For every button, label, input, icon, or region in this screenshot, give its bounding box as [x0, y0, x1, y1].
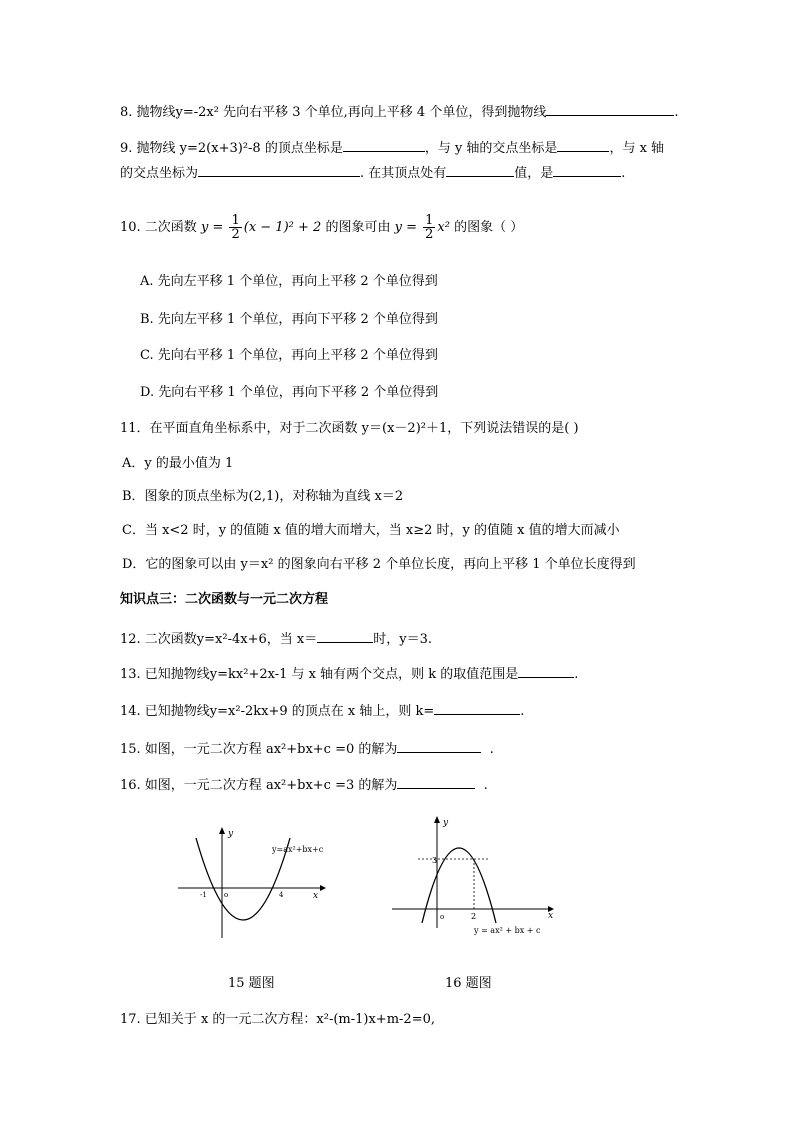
q11-option-c[interactable]: C．当 x<2 时，y 的值随 x 值的增大而增大，当 x≥2 时，y 的值随 x 值的增大而减小: [122, 523, 620, 538]
q14-answer-blank[interactable]: [434, 700, 520, 715]
q16-answer-blank[interactable]: [397, 774, 475, 789]
q12-answer-blank[interactable]: [317, 628, 373, 643]
q10-option-a[interactable]: A. 先向左平移 1 个单位，再向上平移 2 个单位得到: [140, 274, 438, 289]
q12-text-a: 12. 二次函数y=x²-4x+6，当 x＝: [120, 632, 318, 647]
q9-vertex-blank[interactable]: [343, 137, 425, 152]
q9-y-intercept-blank[interactable]: [557, 137, 609, 152]
q11-option-b[interactable]: B．图象的顶点坐标为(2,1)，对称轴为直线 x＝2: [122, 489, 404, 504]
q11-option-a[interactable]: A．y 的最小值为 1: [122, 456, 234, 471]
fig16-x-label: x: [548, 911, 554, 921]
figure-15: [170, 822, 340, 947]
q15-text-b: .: [489, 742, 494, 757]
question-15: [120, 738, 494, 759]
q16-text-b: .: [483, 778, 488, 793]
q11-option-d[interactable]: D．它的图象可以由 y＝x² 的图象向右平移 2 个单位长度，再向上平移 1 个单位长度得到: [122, 557, 636, 572]
q10-mid: 的图象可由: [325, 220, 391, 235]
section-heading: 知识点三：二次函数与一元二次方程: [120, 592, 329, 607]
q13-answer-blank[interactable]: [518, 663, 574, 678]
q10-option-d[interactable]: D. 先向右平移 1 个单位，再向下平移 2 个单位得到: [140, 385, 439, 400]
question-17: 17. 已知关于 x 的一元二次方程：x²-(m-1)x+m-2=0,: [120, 1012, 435, 1027]
fig16-label-2: 2: [471, 912, 477, 921]
q10-fraction-2: $\frac{1}{2}$: [425, 213, 434, 242]
question-13: [120, 663, 578, 684]
fig15-root-minus1: -1: [200, 891, 207, 899]
q8-text: 8. 抛物线y=-2x² 先向右平移 3 个单位,再向上平移 4 个单位，得到抛物线: [120, 105, 547, 120]
q10-prefix: 10. 二次函数: [120, 220, 197, 235]
question-8: [120, 101, 678, 122]
q14-text-a: 14. 已知抛物线y=x²-2kx+9 的顶点在 x 轴上，则 k=: [120, 704, 435, 719]
q13-text-b: .: [574, 667, 579, 682]
q9-x-intercept-blank[interactable]: [198, 162, 360, 177]
fig16-origin-label: o: [440, 913, 445, 921]
q10-y1: y =: [200, 220, 224, 235]
q9-text-f: 值，是: [514, 166, 554, 181]
q8-answer-blank[interactable]: [546, 101, 674, 116]
q10-y2: y =: [394, 220, 417, 235]
q10-expr2: x²: [437, 220, 450, 235]
q16-text-a: 16. 如图，一元二次方程 ax²+bx+c =3 的解为: [120, 778, 398, 793]
question-10: [120, 213, 523, 243]
question-9-line2: [120, 162, 625, 183]
q9-extreme-type-blank[interactable]: [446, 162, 514, 177]
question-16: [120, 774, 488, 795]
fig15-caption: 15 题图: [228, 976, 275, 991]
question-14: [120, 700, 524, 721]
q10-fraction-1: $\frac{1}{2}$: [231, 213, 240, 242]
q9-text-a: 9. 抛物线 y=2(x+3)²-8 的顶点坐标是: [120, 141, 343, 156]
q9-extreme-value-blank[interactable]: [553, 162, 621, 177]
q9-text-b: ，与 y 轴的交点坐标是: [424, 141, 558, 156]
fig16-y-label: y: [443, 818, 449, 828]
q10-suffix: 的图象（ ）: [454, 220, 524, 235]
fig16-caption: 16 题图: [445, 976, 492, 991]
fig15-y-label: y: [228, 829, 234, 839]
fig15-y-arrow: [219, 827, 225, 834]
fig16-label-3: 3: [432, 856, 438, 865]
q10-option-c[interactable]: C. 先向右平移 1 个单位，再向上平移 2 个单位得到: [140, 348, 438, 363]
fig15-x-arrow: [320, 885, 326, 891]
q13-text-a: 13. 已知抛物线y=kx²+2x-1 与 x 轴有两个交点，则 k 的取值范围是: [120, 667, 519, 682]
fig15-root-4: 4: [279, 891, 284, 899]
q10-option-b[interactable]: B. 先向左平移 1 个单位，再向下平移 2 个单位得到: [140, 312, 438, 327]
q9-text-d: 的交点坐标为: [120, 166, 199, 181]
q8-end: .: [674, 105, 679, 120]
q15-text-a: 15. 如图，一元二次方程 ax²+bx+c =0 的解为: [120, 742, 398, 757]
question-11-stem: 11．在平面直角坐标系中，对于二次函数 y＝(x－2)²＋1，下列说法错误的是( ): [120, 421, 579, 436]
question-12: [120, 628, 432, 649]
question-9-line1: [120, 137, 664, 158]
fig15-equation: y=ax²+bx+c: [272, 845, 324, 854]
q12-text-b: 时，y＝3.: [373, 632, 432, 647]
figure-16: [388, 813, 568, 948]
fig15-origin-label: o: [224, 891, 229, 899]
q14-text-b: .: [520, 704, 525, 719]
q10-expr1: (x − 1)² + 2: [243, 220, 322, 235]
q15-answer-blank[interactable]: [397, 738, 481, 753]
fig16-y-arrow: [434, 816, 440, 823]
fig15-x-label: x: [313, 891, 319, 901]
q9-text-g: .: [621, 166, 626, 181]
q9-text-c: ，与 x 轴: [609, 141, 665, 156]
q9-text-e: . 在其顶点处有: [360, 166, 447, 181]
fig16-equation: y = ax² + bx + c: [474, 926, 541, 935]
